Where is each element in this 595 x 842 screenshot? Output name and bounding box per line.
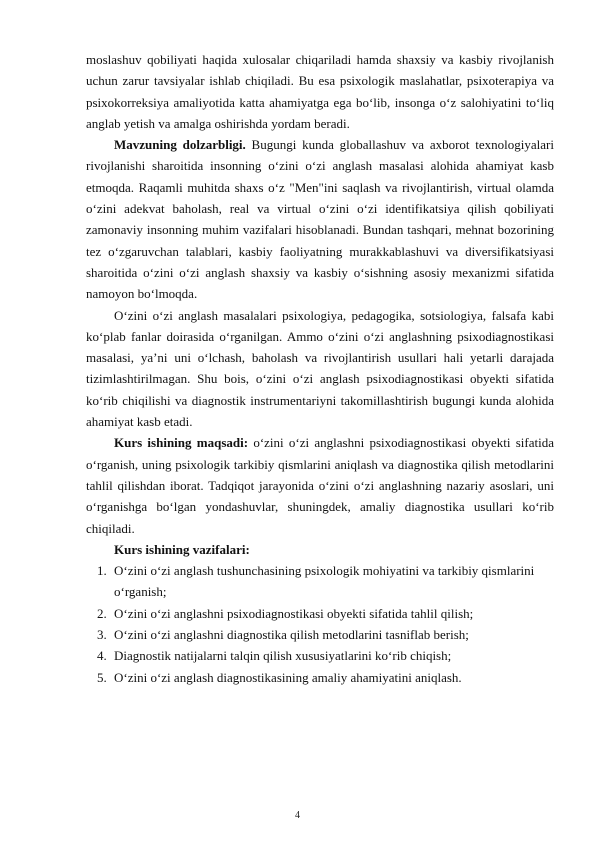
list-item	[86, 560, 554, 603]
list-item-text: O‘zini o‘zi anglashni diagnostika qilish metodlarini tasniflab berish;	[114, 627, 469, 643]
list-item-text: O‘zini o‘zi anglash tushunchasining psixologik mohiyatini va tarkibiy qismlarini o‘rganish;	[114, 563, 535, 600]
paragraph-relevance	[86, 134, 554, 304]
list-item	[86, 624, 554, 645]
tasks-heading: Kurs ishining vazifalari:	[114, 541, 250, 557]
list-item-number: 2.	[97, 605, 107, 621]
document-body	[86, 49, 554, 688]
list-item	[86, 667, 554, 688]
paragraph-intro: moslashuv qobiliyati haqida xulosalar chiqariladi hamda shaxsiy va kasbiy rivojlanish uchun zarur tavsiyalar ishlab chiqiladi. Bu esa psixologik maslahatlar, psixoterapiya va psixokorreksiya amaliyotida katta ahamiyatga ega bo‘lib, insonga o‘z salohiyatini to‘liq anglab yetish va amalga oshirishda yordam beradi.	[86, 52, 554, 131]
list-item-text: Diagnostik natijalarni talqin qilish xususiyatlarini ko‘rib chiqish;	[114, 648, 452, 664]
tasks-list	[86, 560, 554, 688]
list-item-number: 1.	[97, 563, 107, 579]
relevance-heading: Mavzuning dolzarbligi.	[114, 137, 246, 153]
page-number: 4	[295, 810, 300, 821]
list-item-number: 4.	[97, 648, 107, 664]
relevance-text: Bugungi kunda globallashuv va axborot texnologiyalari rivojlanishi sharoitida insonning o‘zini o‘zi anglash masalasi alohida ahamiyat kasb etmoqda. Raqamli muhitda shaxs o‘z "Men"ini saqlash va rivojlantirish, virtual olamda o‘zini adekvat baholash, real va virtual o‘zini o‘zi identifikatsiya qilish qobiliyati zamonaviy insonning muhim vazifalari hisoblanadi. Bundan tashqari, mehnat bozorining tez o‘zgaruvchan talablari, kasbiy faoliyatning murakkablashuvi va diversifikatsiyasi sharoitida o‘zini o‘zi anglash shaxsiy va kasbiy o‘sishning asosiy mexanizmi sifatida namoyon bo‘lmoqda.	[86, 137, 554, 302]
paragraph-goal	[86, 432, 554, 538]
list-item-number: 5.	[97, 669, 107, 685]
goal-heading: Kurs ishining maqsadi:	[114, 435, 249, 451]
list-item	[86, 603, 554, 624]
list-item-text: O‘zini o‘zi anglashni psixodiagnostikasi obyekti sifatida tahlil qilish;	[114, 605, 474, 621]
paragraph-research-state: O‘zini o‘zi anglash masalalari psixologiya, pedagogika, sotsiologiya, falsafa kabi ko‘plab fanlar doirasida o‘rganilgan. Ammo o‘zini o‘zi anglashning psixodiagnostikasi masalasi, ya’ni uni o‘lchash, baholash va rivojlantirish usullari hali yetarli darajada tizimlashtirilmagan. Shu bois, o‘zini o‘zi anglash psixodiagnostikasi obyekti sifatida ko‘rib chiqilishi va diagnostik instrumentariyni takomillashtirish bugungi kunda alohida ahamiyat kasb etadi.	[86, 307, 554, 430]
goal-text: o‘zini o‘zi anglashni psixodiagnostikasi obyekti sifatida o‘rganish, uning psixologik tarkibiy qismlarini aniqlash va diagnostika qilish metodlarini tahlil qilishdan iborat. Tadqiqot jarayonida o‘zini o‘zi anglashning nazariy asoslari, uni o‘rganishga bo‘lgan yondashuvlar, shuningdek, amaliy diagnostika usullari ko‘rib chiqiladi.	[86, 435, 554, 536]
list-item-number: 3.	[97, 627, 107, 643]
list-item-text: O‘zini o‘zi anglash diagnostikasining amaliy ahamiyatini aniqlash.	[114, 669, 462, 685]
list-item	[86, 645, 554, 666]
